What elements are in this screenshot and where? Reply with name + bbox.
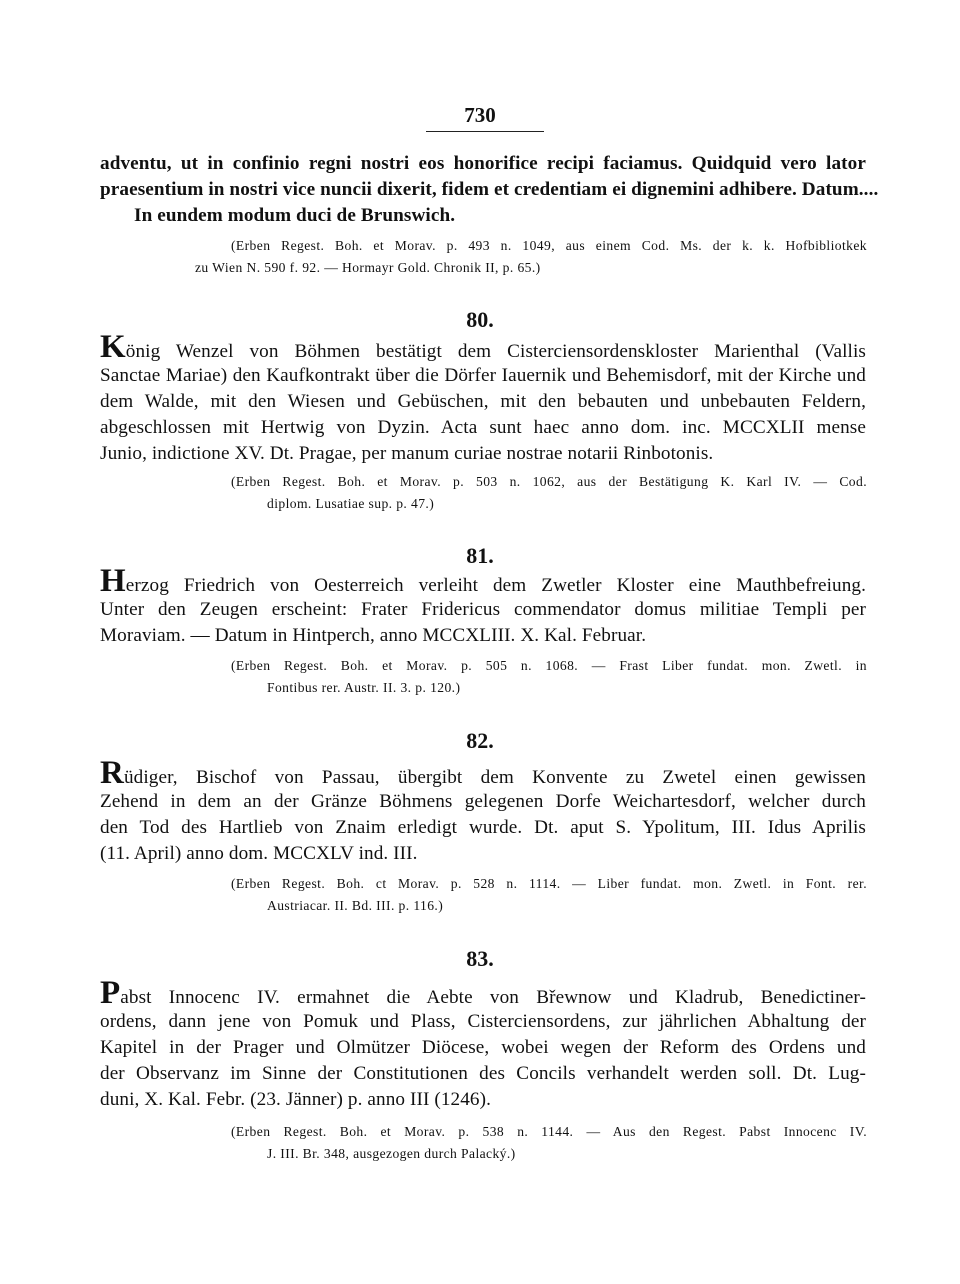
text-line: duni, X. Kal. Febr. (23. Jänner) p. anno III (1246).: [100, 1089, 491, 1110]
header-rule: [426, 131, 544, 132]
entry-81-citation: [231, 655, 867, 699]
text-line: (11. April) anno dom. MCCXLV ind. III.: [100, 843, 418, 864]
entry-80-paragraph: [100, 329, 866, 467]
entry-83-citation: [231, 1121, 867, 1165]
entry-number: 82.: [466, 728, 494, 753]
text-line: den Tod des Hartlieb von Znaim erledigt wurde. Dt. aput S. Ypolitum, III. Idus Aprilis: [100, 817, 866, 838]
citation-line: zu Wien N. 590 f. 92. — Hormayr Gold. Chronik II, p. 65.): [195, 260, 541, 275]
text-line: Moraviam. — Datum in Hintperch, anno MCCXLIII. X. Kal. Februar.: [100, 625, 647, 646]
entry-number: 81.: [466, 543, 494, 568]
intro-citation: [195, 235, 867, 279]
text-line: Junio, indictione XV. Dt. Pragae, per manum curiae nostrae notarii Rinbotonis.: [100, 443, 714, 464]
text-line: der Observanz im Sinne der Constitutionen des Concils verhandelt werden soll. Dt. Lug-: [100, 1063, 866, 1084]
text-line: Zehend in dem an der Gränze Böhmens gelegenen Dorfe Weichartesdorf, welcher durch: [100, 791, 866, 812]
text-line: abgeschlossen mit Hertwig von Dyzin. Acta sunt haec anno dom. inc. MCCXLII mense: [100, 417, 866, 438]
text-line-body: erzog Friedrich von Oesterreich verleiht dem Zwetler Kloster eine Mauthbefreiung.: [125, 575, 866, 596]
text-line: [100, 975, 866, 1011]
citation-line: J. III. Br. 348, ausgezogen durch Palacký.): [267, 1146, 516, 1161]
initial-letter: R: [100, 755, 124, 791]
citation-line: (Erben Regest. Boh. ct Morav. p. 528 n. 1114. — Liber fundat. mon. Zwetl. in Font. rer.: [231, 876, 867, 891]
citation-line: Fontibus rer. Austr. II. 3. p. 120.): [267, 680, 461, 695]
text-line: [100, 755, 866, 791]
text-line-body: önig Wenzel von Böhmen bestätigt dem Cisterciensordenskloster Marienthal (Vallis: [125, 341, 866, 362]
page-number: 730: [464, 103, 496, 127]
text-line: dem Walde, mit den Wiesen und Gebüschen, mit den bebauten und unbebauten Feldern,: [100, 391, 866, 412]
entry-81-paragraph: [100, 563, 866, 649]
text-line: Unter den Zeugen erscheint: Frater Fridericus commendator domus militiae Templi per: [100, 599, 866, 620]
initial-letter: H: [100, 563, 126, 599]
citation-line: diplom. Lusatiae sup. p. 47.): [267, 496, 435, 511]
text-line: Sanctae Mariae) den Kaufkontrakt über die Dörfer Iauernik und Behemisdorf, mit der Kirche und: [100, 365, 866, 386]
entry-82-paragraph: [100, 755, 866, 867]
text-line-body: abst Innocenc IV. ermahnet die Aebte von Břewnow und Kladrub, Benedictiner-: [120, 987, 866, 1008]
text-line: ordens, dann jene von Pomuk und Plass, Cisterciensordens, zur jährlichen Abhaltung der: [100, 1011, 866, 1032]
text-line: praesentium in nostri vice nuncii dixerit, fidem et credentiam ei dignemini adhibere. Datum....: [100, 179, 879, 200]
citation-line: (Erben Regest. Boh. et Morav. p. 503 n. 1062, aus der Bestätigung K. Karl IV. — Cod.: [231, 474, 867, 489]
citation-line: Austriacar. II. Bd. III. p. 116.): [267, 898, 444, 913]
entry-80-citation: [231, 471, 867, 515]
citation-line: (Erben Regest. Boh. et Morav. p. 538 n. 1144. — Aus den Regest. Pabst Innocenc IV.: [231, 1124, 867, 1139]
entry-82-citation: [231, 873, 867, 917]
initial-letter: P: [100, 975, 121, 1011]
text-line: Kapitel in der Prager und Olmützer Diöcese, wobei wegen der Reform des Ordens und: [100, 1037, 866, 1058]
entry-number: 83.: [466, 946, 494, 971]
text-line: [100, 329, 866, 365]
text-line: adventu, ut in confinio regni nostri eos honorifice recipi faciamus. Quidquid vero lator: [100, 153, 866, 174]
initial-letter: K: [100, 329, 126, 365]
citation-line: (Erben Regest. Boh. et Morav. p. 505 n. 1068. — Frast Liber fundat. mon. Zwetl. in: [231, 658, 867, 673]
intro-paragraph: [100, 151, 879, 229]
entry-83-paragraph: [100, 975, 866, 1113]
entry-number: 80.: [466, 307, 494, 332]
text-line: In eundem modum duci de Brunswich.: [134, 205, 456, 226]
text-line: [100, 563, 866, 599]
citation-line: (Erben Regest. Boh. et Morav. p. 493 n. 1049, aus einem Cod. Ms. der k. k. Hofbibliotkek: [231, 238, 867, 253]
text-line-body: üdiger, Bischof von Passau, übergibt dem Konvente zu Zwetel einen gewissen: [123, 767, 866, 788]
